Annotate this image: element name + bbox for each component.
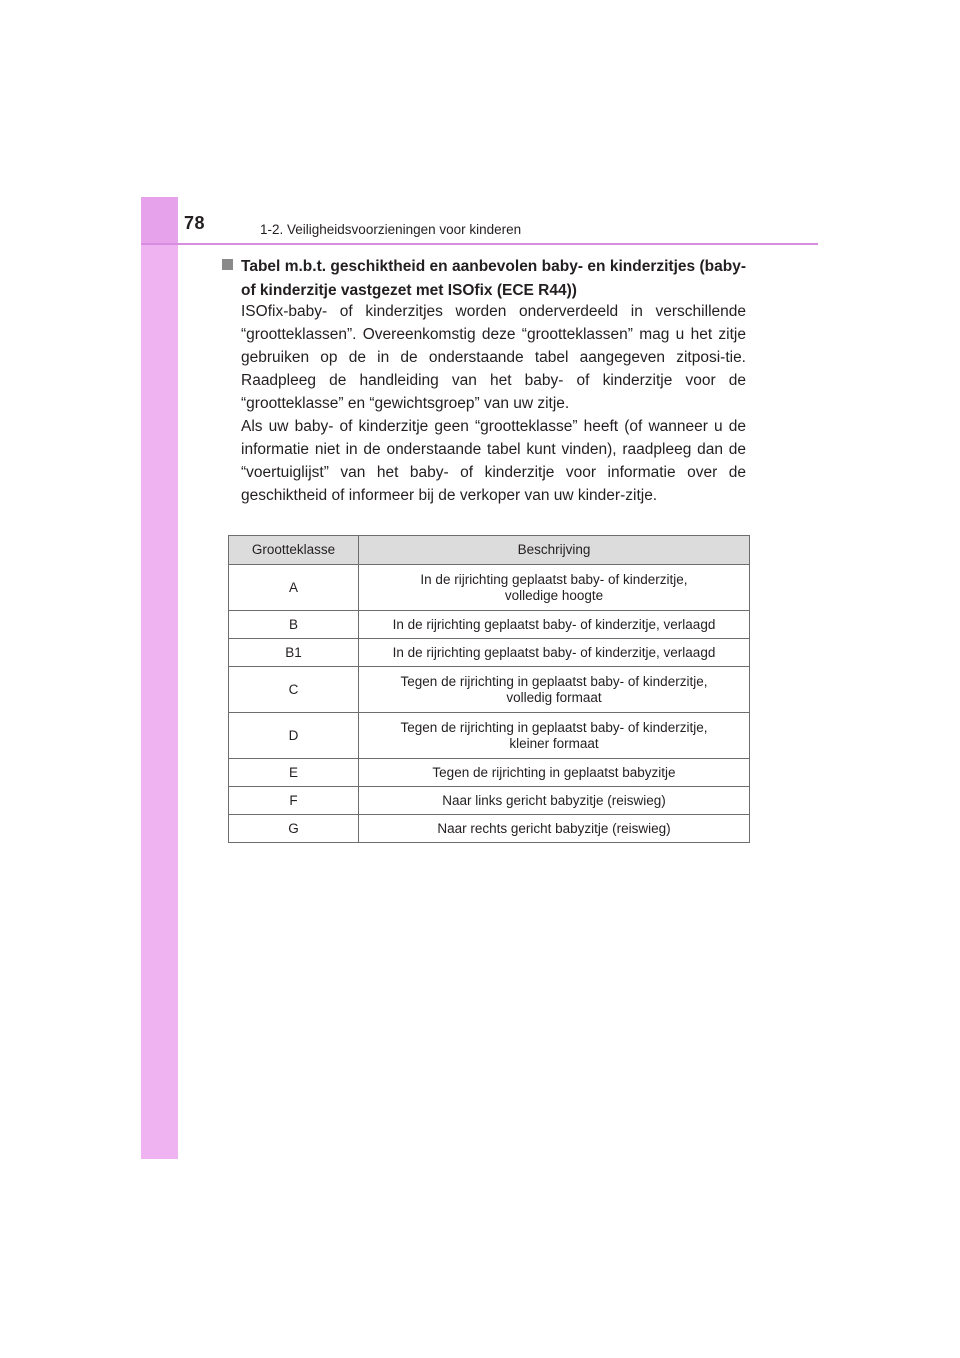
description-line: In de rijrichting geplaatst baby- of kinderzitje,: [420, 571, 688, 587]
table-row: [229, 639, 750, 667]
description-line: kleiner formaat: [509, 735, 599, 751]
side-band: [141, 197, 178, 1159]
description-cell: Naar rechts gericht babyzitje (reiswieg): [359, 815, 750, 843]
paragraph: Als uw baby- of kinderzitje geen “grootteklasse” heeft (of wanneer u de informatie niet in de onderstaande tabel kunt vinden), raadpleeg dan de “voertuiglijst” van het baby- of kinderzitje voor informatie over de geschiktheid of informeer bij de verkoper van uw kinder-zitje.: [241, 418, 746, 504]
description-line: volledige hoogte: [504, 587, 604, 603]
header-tab: [141, 197, 178, 245]
description-cell: [359, 667, 750, 713]
description-line: Tegen de rijrichting in geplaatst baby- of kinderzitje,: [400, 719, 708, 735]
description-cell: Naar links gericht babyzitje (reiswieg): [359, 787, 750, 815]
description-cell: Tegen de rijrichting in geplaatst babyzitje: [359, 759, 750, 787]
table-row: [229, 611, 750, 639]
size-class-cell: G: [229, 815, 359, 843]
table-row: [229, 759, 750, 787]
section-heading-block: [222, 255, 746, 303]
paragraph: ISOfix-baby- of kinderzitjes worden onderverdeeld in verschillende “grootteklassen”. Overeenkomstig deze “grootteklassen” mag u het zitje gebruiken op de in de onderstaande tabel aangegeven zitposi-tie. Raadpleeg de handleiding van het baby- of kinderzitje voor de “grootteklasse” en “gewichtsgroep” van uw zitje.: [241, 303, 746, 412]
size-class-table: [228, 535, 750, 843]
size-class-cell: C: [229, 667, 359, 713]
table-row: [229, 667, 750, 713]
header-rule: [141, 243, 818, 245]
description-line: Tegen de rijrichting in geplaatst baby- of kinderzitje,: [400, 673, 708, 689]
description-cell: [359, 565, 750, 611]
section-title: 1-2. Veiligheidsvoorzieningen voor kinderen: [260, 222, 522, 237]
description-cell: [359, 713, 750, 759]
square-bullet-icon: [222, 259, 233, 270]
table-row: [229, 713, 750, 759]
size-class-cell: F: [229, 787, 359, 815]
page-number: 78: [184, 213, 206, 233]
description-line: volledig formaat: [506, 689, 602, 705]
table-header-row: [229, 536, 750, 565]
table-row: [229, 565, 750, 611]
table-row: [229, 815, 750, 843]
size-class-cell: D: [229, 713, 359, 759]
description-cell: In de rijrichting geplaatst baby- of kinderzitje, verlaagd: [359, 611, 750, 639]
size-class-cell: B: [229, 611, 359, 639]
column-header-class: Grootteklasse: [229, 536, 359, 565]
size-class-cell: E: [229, 759, 359, 787]
description-cell: In de rijrichting geplaatst baby- of kinderzitje, verlaagd: [359, 639, 750, 667]
size-class-cell: B1: [229, 639, 359, 667]
size-class-cell: A: [229, 565, 359, 611]
table-row: [229, 787, 750, 815]
column-header-description: Beschrijving: [359, 536, 750, 565]
section-heading: Tabel m.b.t. geschiktheid en aanbevolen baby- en kinderzitjes (baby- of kinderzitje vastgezet met ISOfix (ECE R44)): [241, 258, 746, 299]
